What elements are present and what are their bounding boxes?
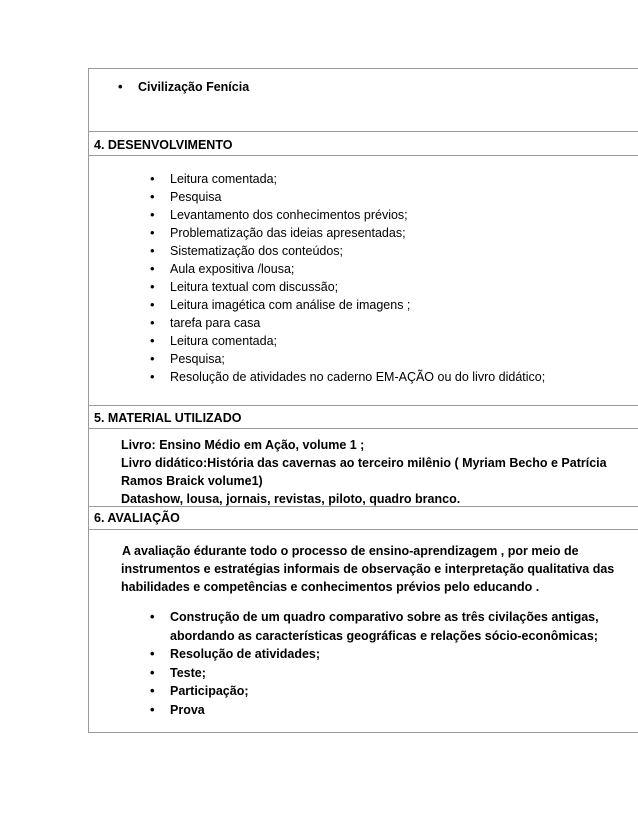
list-item: • tarefa para casa <box>150 314 545 332</box>
list-item: • Leitura comentada; <box>150 332 545 350</box>
table-left-border <box>88 68 89 732</box>
list-item: • Leitura imagética com análise de imagens ; <box>150 296 545 314</box>
development-title: 4. DESENVOLVIMENTO <box>94 138 233 152</box>
evaluation-paragraph-line: instrumentos e estratégias informais de observação e interpretação qualitativa das <box>121 562 615 576</box>
list-item: • Levantamento dos conhecimentos prévios; <box>150 206 545 224</box>
evaluation-list <box>150 608 599 719</box>
list-item: • Resolução de atividades no caderno EM-AÇÃO ou do livro didático; <box>150 368 545 386</box>
row-divider-material-body <box>88 428 638 429</box>
evaluation-paragraph-line: A avaliação édurante todo o processo de ensino-aprendizagem , por meio de <box>119 544 579 558</box>
list-item: • Participação; <box>150 682 599 701</box>
list-item: • Aula expositiva /lousa; <box>150 260 545 278</box>
row-divider-material <box>88 405 638 406</box>
list-item: • Problematização das ideias apresentadas; <box>150 224 545 242</box>
list-item: • Leitura comentada; <box>150 170 545 188</box>
list-item-continuation: abordando as características geográficas e relações sócio-econômicas; <box>170 628 598 643</box>
list-item: • Sistematização dos conteúdos; <box>150 242 545 260</box>
material-line: Livro didático:História das cavernas ao terceiro milênio ( Myriam Becho e Patrícia <box>121 456 607 470</box>
table-top-border <box>88 68 638 69</box>
material-line: Livro: Ensino Médio em Ação, volume 1 ; <box>121 438 365 452</box>
evaluation-title: 6. AVALIAÇÃO <box>94 511 180 525</box>
top-bullet-list <box>118 78 249 96</box>
list-item: • Pesquisa; <box>150 350 545 368</box>
list-item: • Leitura textual com discussão; <box>150 278 545 296</box>
row-divider-development-body <box>88 155 638 156</box>
table-bottom-border <box>88 732 638 733</box>
row-divider-evaluation-body <box>88 529 638 530</box>
top-bullet-item: • Civilização Fenícia <box>118 78 249 96</box>
list-item: • Pesquisa <box>150 188 545 206</box>
list-item: • Teste; <box>150 664 599 683</box>
material-line: Datashow, lousa, jornais, revistas, piloto, quadro branco. <box>121 492 461 506</box>
evaluation-paragraph-line: habilidades e competências e conhecimentos prévios pelo educando . <box>121 580 540 594</box>
material-title: 5. MATERIAL UTILIZADO <box>94 411 242 425</box>
development-list <box>150 170 545 386</box>
list-item: • Construção de um quadro comparativo sobre as três civilações antigas, <box>150 608 599 627</box>
material-line: Ramos Braick volume1) <box>121 474 263 488</box>
list-item: • Prova <box>150 701 599 720</box>
list-item: • Resolução de atividades; <box>150 645 599 664</box>
row-divider-development <box>88 131 638 132</box>
